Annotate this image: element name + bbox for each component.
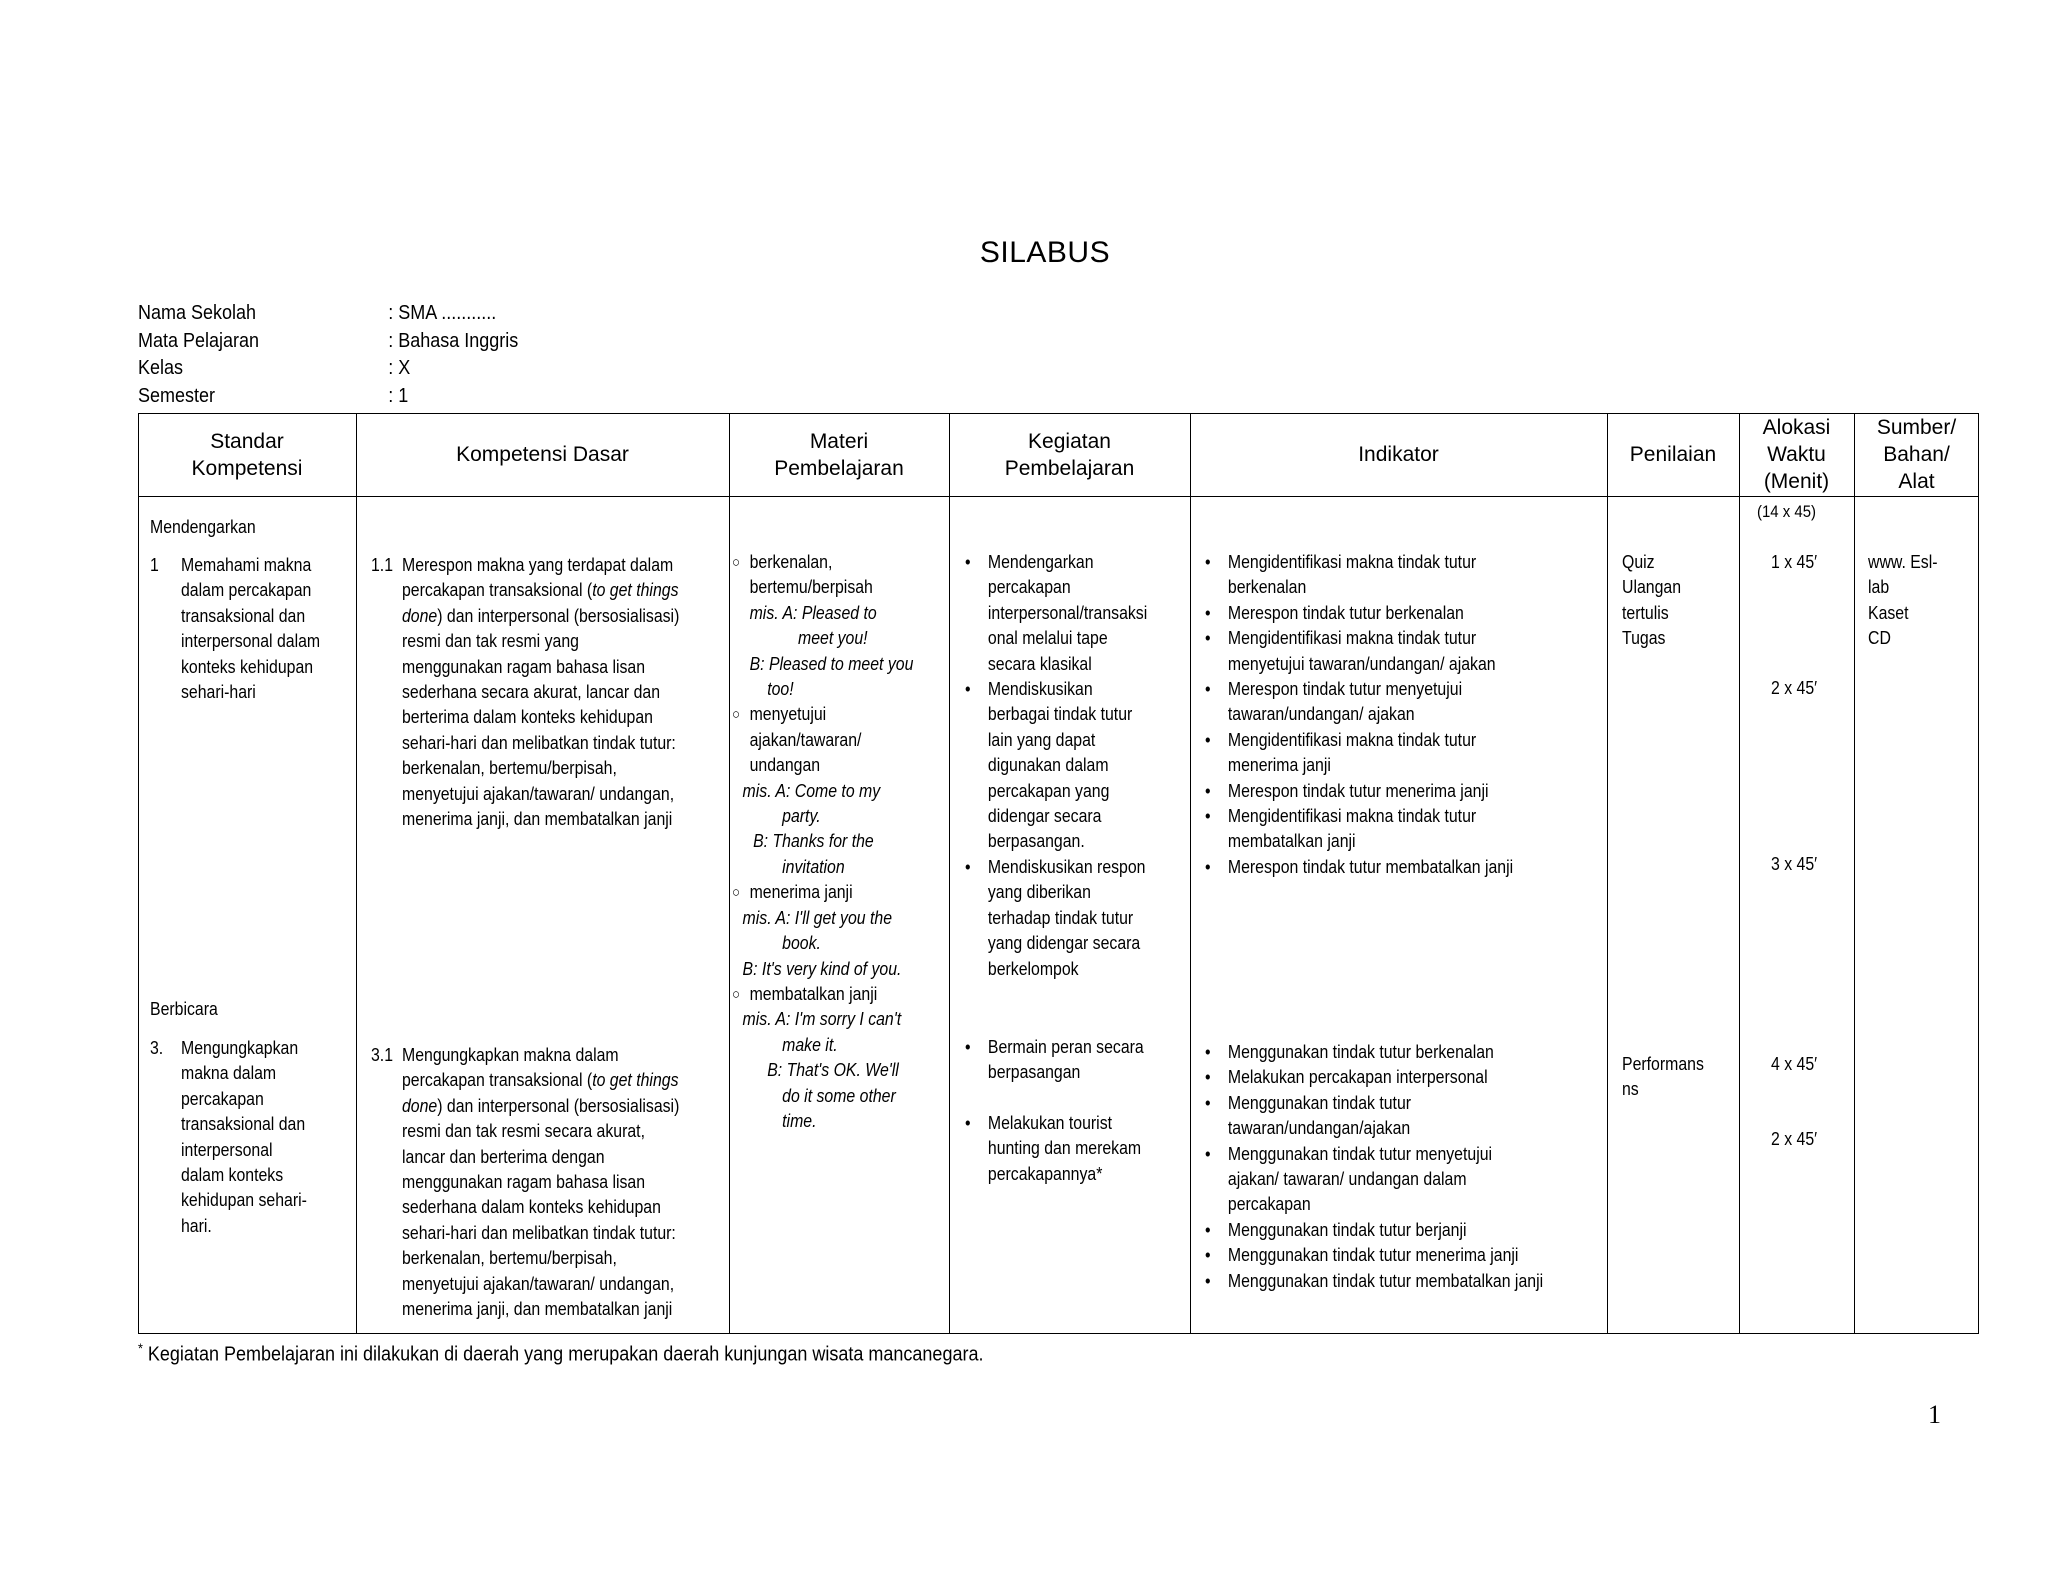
text-span: to get things	[592, 1070, 679, 1091]
text-line: makna dalam	[181, 1063, 277, 1084]
header-line: Alokasi	[1762, 416, 1831, 439]
text-span: ) dan interpersonal (bersosialisasi)	[437, 1095, 680, 1116]
header-line: Pembelajaran	[774, 456, 904, 480]
text-line: Mengungkapkan makna dalam	[402, 1045, 619, 1065]
alokasi-2: 2 x 45′	[1771, 678, 1818, 698]
text-line: onal melalui tape	[987, 628, 1108, 649]
meta-value: : X	[388, 357, 411, 379]
text-line: transaksional dan	[181, 605, 306, 626]
text-line	[402, 578, 679, 603]
text-line: Merespon makna yang terdapat dalam	[402, 555, 674, 575]
text-line: resmi dan tak resmi secara akurat,	[402, 1121, 645, 1142]
text-line: sederhana secara akurat, lancar dan	[402, 682, 661, 703]
header-line: Indikator	[1358, 443, 1439, 466]
text-line: menerima janji, dan membatalkan janji	[402, 1299, 673, 1320]
alokasi-3: 3 x 45′	[1771, 854, 1818, 874]
text-line: CD	[1868, 628, 1891, 649]
text-line: resmi dan tak resmi yang	[402, 631, 579, 652]
text-line: berkenalan, bertemu/berpisah,	[402, 1248, 617, 1269]
meta-value: : 1	[388, 384, 409, 407]
text-line: Performans	[1622, 1054, 1704, 1074]
text-line: menyetujui tawaran/undangan/ ajakan	[1227, 653, 1496, 674]
materi-item-menerima-janji: ○ menerima janji	[732, 880, 913, 905]
materi-list	[732, 550, 913, 1134]
document-meta	[138, 300, 518, 410]
text-line: B: It's very kind of you.	[742, 958, 902, 979]
text-line: sehari-hari dan melibatkan tindak tutur:	[402, 1222, 676, 1243]
text-line: interpersonal/transaksi	[987, 602, 1148, 623]
text-span: done	[402, 605, 438, 626]
indikator-item: • Mengidentifikasi makna tindak tutur	[1205, 626, 1513, 651]
text-line: berkenalan, bertemu/berpisah,	[402, 758, 617, 779]
header-line: Sumber/	[1876, 416, 1957, 439]
text-line: Ulangan	[1622, 577, 1682, 598]
text-span: ) dan interpersonal (bersosialisasi)	[437, 605, 680, 626]
text-line: berkelompok	[987, 958, 1079, 979]
meta-label: Semester	[138, 384, 216, 407]
indikator-item: • Mengidentifikasi makna tindak tutur	[1205, 804, 1513, 829]
kegiatan-item: • Mendiskusikan	[965, 677, 1147, 702]
text-line: ajakan/ tawaran/ undangan dalam	[1227, 1169, 1467, 1190]
indikator-item: • Merespon tindak tutur membatalkan janji	[1205, 855, 1513, 880]
materi-item-berkenalan: ○ berkenalan,	[732, 550, 913, 575]
table-header-divider	[138, 496, 1979, 497]
text-line: kehidupan sehari-	[181, 1190, 307, 1211]
text-line: percakapan	[987, 577, 1071, 598]
text-line: konteks kehidupan	[181, 656, 314, 677]
meta-value: : Bahasa Inggris	[388, 329, 519, 352]
text-line: menggunakan ragam bahasa lisan	[402, 656, 646, 677]
column-divider	[1190, 413, 1191, 1334]
text-line: membatalkan janji	[1227, 831, 1356, 852]
spacer	[965, 1086, 1144, 1111]
header-materi	[729, 413, 949, 496]
alokasi-total: (14 x 45)	[1757, 502, 1817, 521]
text-line: Quiz	[1622, 552, 1655, 572]
sk-section-berbicara: Berbicara	[150, 999, 218, 1019]
materi-item-membatalkan-janji: ○ membatalkan janji	[732, 982, 913, 1007]
column-divider	[356, 413, 357, 1334]
materi-item-menyetujui: ○ menyetujui	[732, 702, 913, 727]
text-line: interpersonal	[181, 1139, 273, 1160]
text-line: bertemu/berpisah	[749, 577, 873, 598]
text-line: didengar secara	[987, 806, 1102, 827]
column-divider	[1854, 413, 1855, 1334]
text-line: hunting dan merekam	[987, 1138, 1142, 1159]
text-line: yang didengar secara	[987, 933, 1141, 954]
meta-label: Nama Sekolah	[138, 302, 257, 324]
text-line: berbagai tindak tutur	[987, 704, 1133, 725]
text-line: do it some other	[782, 1085, 896, 1106]
text-line: terhadap tindak tutur	[987, 907, 1134, 928]
header-line: Standar	[210, 429, 284, 453]
text-line: transaksional dan	[181, 1114, 306, 1135]
sk-item-1	[181, 553, 320, 705]
text-line: party.	[782, 806, 821, 827]
alokasi-1: 1 x 45′	[1771, 552, 1818, 572]
kd-item-3-1-number: 3.1	[371, 1045, 394, 1065]
text-line: percakapannya*	[987, 1163, 1103, 1184]
meta-row-school	[138, 300, 518, 328]
header-sumber	[1854, 413, 1979, 496]
text-line: tawaran/undangan/ ajakan	[1227, 704, 1415, 725]
header-line: Alat	[1898, 470, 1935, 493]
indikator-list-2	[1205, 1040, 1543, 1294]
text-line: dalam konteks	[181, 1165, 284, 1186]
text-line: hari.	[181, 1215, 212, 1236]
document-title: SILABUS	[979, 236, 1111, 269]
kegiatan-item: • Mendiskusikan respon	[965, 855, 1147, 880]
meta-row-subject	[138, 328, 518, 356]
text-line: lancar dan berterima dengan	[402, 1146, 605, 1167]
indikator-item: • Mengidentifikasi makna tindak tutur	[1205, 550, 1513, 575]
sumber	[1868, 550, 1938, 652]
text-line: berpasangan	[987, 1062, 1081, 1083]
text-line: sehari-hari dan melibatkan tindak tutur:	[402, 732, 676, 753]
text-span: done	[402, 1095, 438, 1116]
text-span: percakapan transaksional (	[402, 1070, 593, 1091]
header-line: Penilaian	[1629, 443, 1717, 466]
sk-item-3	[181, 1036, 307, 1239]
text-line: undangan	[749, 755, 821, 776]
kegiatan-list-2	[965, 1035, 1144, 1187]
text-line: menggunakan ragam bahasa lisan	[402, 1172, 646, 1193]
text-line: B: Pleased to meet you	[749, 653, 914, 674]
penilaian-2	[1622, 1052, 1704, 1103]
text-line: www. Esl-	[1868, 552, 1938, 572]
sk-section-mendengarkan: Mendengarkan	[150, 517, 256, 537]
indikator-item: • Menggunakan tindak tutur berkenalan	[1205, 1040, 1543, 1065]
text-line	[402, 1094, 679, 1119]
meta-row-semester	[138, 383, 518, 411]
meta-label: Mata Pelajaran	[138, 329, 260, 352]
kd-item-1	[402, 553, 679, 832]
text-line: B: Thanks for the	[753, 831, 874, 852]
text-line: too!	[767, 679, 794, 700]
meta-label: Kelas	[138, 357, 184, 379]
text-line: secara klasikal	[987, 653, 1092, 674]
sk-item-3-number: 3.	[150, 1038, 164, 1058]
alokasi-4: 4 x 45′	[1771, 1054, 1818, 1074]
text-line: menyetujui ajakan/tawaran/ undangan,	[402, 783, 675, 804]
indikator-item: • Menggunakan tindak tutur berjanji	[1205, 1218, 1543, 1243]
text-line: tawaran/undangan/ajakan	[1227, 1118, 1411, 1139]
kegiatan-item: • Mendengarkan	[965, 550, 1147, 575]
text-line: sehari-hari	[181, 682, 256, 703]
text-line: berkenalan	[1227, 577, 1307, 598]
header-kegiatan	[949, 413, 1190, 496]
indikator-item: • Merespon tindak tutur menerima janji	[1205, 779, 1513, 804]
text-line: ns	[1622, 1079, 1639, 1100]
alokasi-5: 2 x 45′	[1771, 1129, 1818, 1149]
text-line: menerima janji	[1227, 755, 1331, 776]
header-line: Materi	[809, 429, 869, 453]
header-penilaian	[1607, 413, 1739, 496]
indikator-item: • Merespon tindak tutur berkenalan	[1205, 601, 1513, 626]
text-line	[402, 604, 679, 629]
text-line: Kaset	[1868, 602, 1909, 623]
text-line: mis. A: Pleased to	[749, 602, 877, 623]
meta-row-class	[138, 355, 518, 383]
kd-item-3-1	[402, 1043, 679, 1322]
text-line: Memahami makna	[181, 555, 312, 575]
column-divider	[1607, 413, 1608, 1334]
indikator-item: • Menggunakan tindak tutur	[1205, 1091, 1543, 1116]
text-line: menyetujui ajakan/tawaran/ undangan,	[402, 1273, 675, 1294]
text-line: digunakan dalam	[987, 755, 1109, 776]
indikator-item: • Melakukan percakapan interpersonal	[1205, 1065, 1543, 1090]
text-line: mis. A: I'll get you the	[742, 907, 893, 928]
text-line: time.	[782, 1110, 817, 1131]
text-span: to get things	[592, 580, 679, 601]
header-line: Bahan/	[1883, 443, 1950, 466]
meta-value: : SMA ...........	[388, 302, 497, 324]
indikator-item: • Menggunakan tindak tutur membatalkan janji	[1205, 1269, 1543, 1294]
footnote-mark: *	[138, 1340, 143, 1356]
text-line: percakapan	[181, 1088, 264, 1109]
text-line: dalam percakapan	[181, 580, 312, 601]
text-line: lain yang dapat	[987, 729, 1096, 750]
text-line: percakapan yang	[987, 780, 1110, 801]
indikator-item: • Merespon tindak tutur menyetujui	[1205, 677, 1513, 702]
kegiatan-item: • Bermain peran secara	[965, 1035, 1144, 1060]
footnote-text: Kegiatan Pembelajaran ini dilakukan di daerah yang merupakan daerah kunjungan wisata mancanegara.	[142, 1343, 984, 1366]
text-line: berpasangan.	[987, 831, 1085, 852]
text-line: lab	[1868, 577, 1890, 598]
sk-item-1-number: 1	[150, 555, 159, 575]
header-line: Pembelajaran	[1004, 456, 1135, 480]
text-line: sederhana dalam konteks kehidupan	[402, 1197, 661, 1218]
header-line: Kompetensi Dasar	[456, 443, 629, 466]
kd-item-1-number: 1.1	[371, 555, 394, 575]
penilaian-1	[1622, 550, 1681, 652]
text-line: invitation	[782, 856, 845, 877]
text-line: berterima dalam konteks kehidupan	[402, 707, 653, 728]
header-line: Waktu	[1767, 443, 1826, 466]
text-span: percakapan transaksional (	[402, 580, 593, 601]
text-line: book.	[782, 933, 821, 954]
text-line	[402, 1068, 679, 1093]
header-standar-kompetensi	[138, 413, 356, 496]
text-line: mis. A: I'm sorry I can't	[742, 1009, 902, 1030]
column-divider	[1739, 413, 1740, 1334]
header-alokasi-waktu	[1739, 413, 1854, 496]
page-number: 1	[1928, 1400, 1941, 1429]
text-line: make it.	[782, 1034, 838, 1055]
column-divider	[729, 413, 730, 1334]
header-indikator	[1190, 413, 1607, 496]
text-line: mis. A: Come to my	[742, 780, 881, 801]
indikator-list-1	[1205, 550, 1513, 880]
indikator-item: • Mengidentifikasi makna tindak tutur	[1205, 728, 1513, 753]
text-line: yang diberikan	[987, 882, 1091, 903]
column-divider	[949, 413, 950, 1334]
indikator-item: • Menggunakan tindak tutur menerima janji	[1205, 1243, 1543, 1268]
footnote	[138, 1340, 983, 1367]
text-line: interpersonal dalam	[181, 631, 321, 652]
header-kompetensi-dasar	[356, 413, 729, 496]
text-line: B: That's OK. We'll	[767, 1060, 899, 1081]
text-line: meet you!	[798, 628, 868, 649]
text-line: percakapan	[1227, 1194, 1311, 1215]
indikator-item: • Menggunakan tindak tutur menyetujui	[1205, 1142, 1543, 1167]
text-line: tertulis	[1622, 602, 1669, 623]
text-line: Tugas	[1622, 628, 1666, 649]
text-line: Mengungkapkan	[181, 1038, 299, 1058]
header-line: Kompetensi	[191, 456, 303, 480]
kegiatan-item: • Melakukan tourist	[965, 1111, 1144, 1136]
text-line: ajakan/tawaran/	[749, 729, 862, 750]
header-line: (Menit)	[1763, 470, 1830, 493]
text-line: menerima janji, dan membatalkan janji	[402, 809, 673, 830]
header-line: Kegiatan	[1028, 429, 1111, 453]
kegiatan-list-1	[965, 550, 1147, 982]
